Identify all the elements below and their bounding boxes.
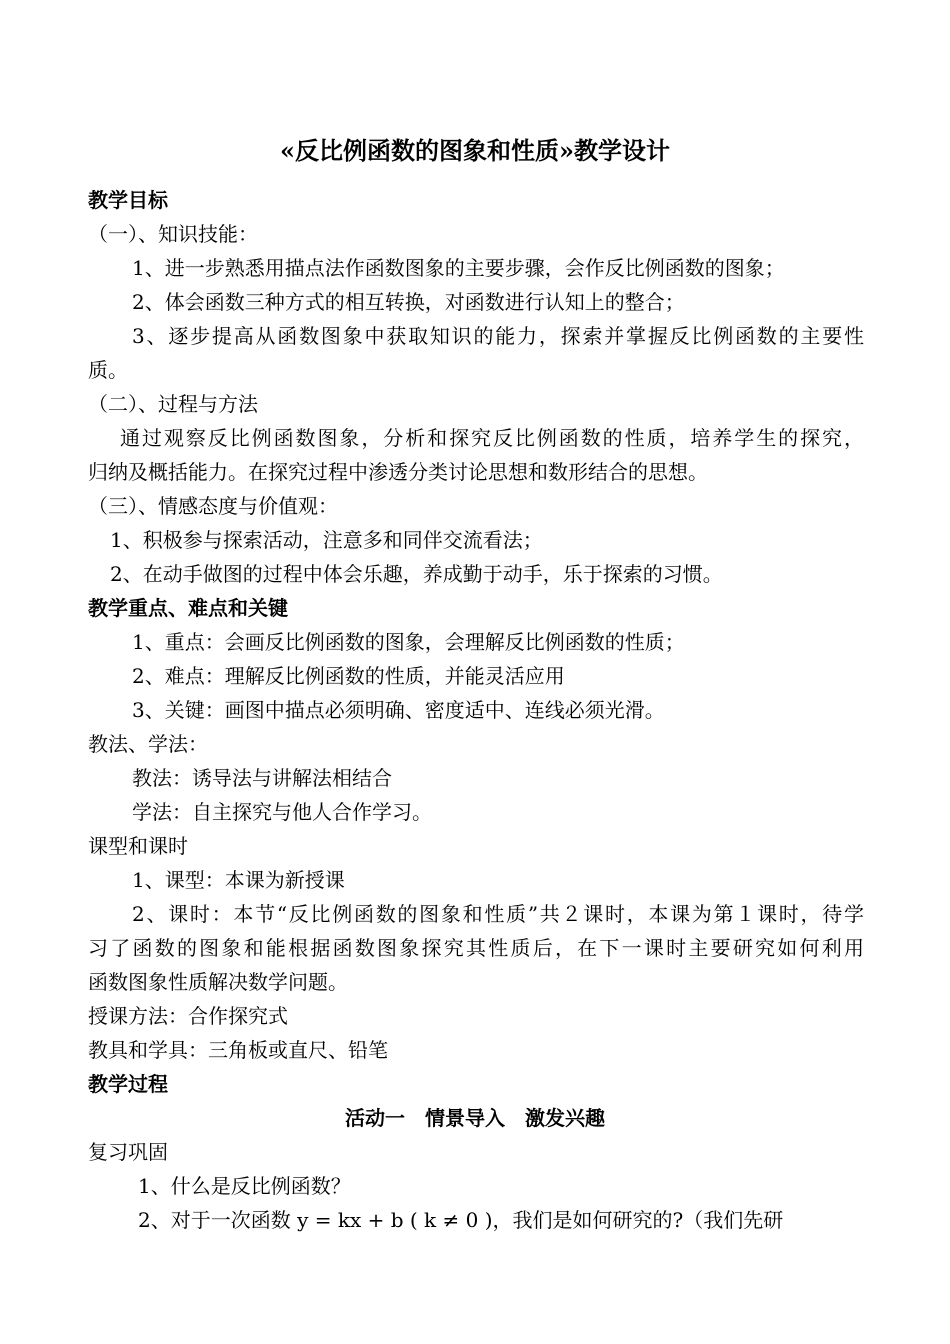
emotion-item: 1、积极参与探索活动，注意多和同伴交流看法；: [110, 528, 543, 552]
key-point-item: 3、关键：画图中描点必须明确、密度适中、连线必须光滑。: [132, 698, 665, 722]
heading-key-points: 教学重点、难点和关键: [88, 596, 288, 620]
review-question: 2、对于一次函数 y = kx + b ( k ≠ 0 )，我们是如何研究的?（我们先研: [138, 1208, 784, 1232]
goal-item: 1、进一步熟悉用描点法作函数图象的主要步骤，会作反比例函数的图象；: [132, 256, 785, 280]
method-item: 学法：自主探究与他人合作学习。: [132, 800, 432, 824]
teaching-tools: 教具和学具：三角板或直尺、铅笔: [88, 1038, 388, 1062]
activity-heading: 活动一 情景导入 激发兴趣: [345, 1106, 605, 1130]
key-point-item: 2、难点：理解反比例函数的性质，并能灵活应用: [132, 664, 565, 688]
subheading-emotion-values: （三）、情感态度与价值观：: [88, 494, 338, 518]
goal-item: 2、体会函数三种方式的相互转换，对函数进行认知上的整合；: [132, 290, 685, 314]
paragraph-line: 函数图象性质解决数学问题。: [88, 970, 348, 994]
paragraph-line: 通过观察反比例函数图象，分析和探究反比例函数的性质，培养学生的探究，: [120, 426, 864, 450]
paragraph-line: 归纳及概括能力。在探究过程中渗透分类讨论思想和数形结合的思想。: [88, 460, 708, 484]
review-question: 1、什么是反比例函数？: [138, 1174, 351, 1198]
lesson-type-item: 1、课型：本课为新授课: [132, 868, 345, 892]
heading-teaching-process: 教学过程: [88, 1072, 168, 1096]
heading-review: 复习巩固: [88, 1140, 168, 1164]
key-point-item: 1、重点：会画反比例函数的图象，会理解反比例函数的性质；: [132, 630, 685, 654]
method-item: 教法：诱导法与讲解法相结合: [132, 766, 392, 790]
document-title: «反比例函数的图象和性质»教学设计: [280, 136, 670, 165]
emotion-item: 2、在动手做图的过程中体会乐趣，养成勤于动手，乐于探索的习惯。: [110, 562, 723, 586]
paragraph-line: 习了函数的图象和能根据函数图象探究其性质后，在下一课时主要研究如何利用: [88, 936, 864, 960]
heading-methods: 教法、学法：: [88, 732, 208, 756]
heading-teaching-goals: 教学目标: [88, 188, 168, 212]
subheading-process-method: （二）、过程与方法: [88, 392, 258, 416]
goal-item-continuation: 质。: [88, 358, 128, 382]
lesson-type-item: 2、课时：本节“反比例函数的图象和性质”共２课时，本课为第１课时，待学: [132, 902, 864, 926]
heading-lesson-type: 课型和课时: [88, 834, 188, 858]
subheading-knowledge-skills: （一）、知识技能：: [88, 222, 258, 246]
goal-item: 3、逐步提高从函数图象中获取知识的能力，探索并掌握反比例函数的主要性: [132, 324, 864, 348]
teaching-method: 授课方法：合作探究式: [88, 1004, 288, 1028]
